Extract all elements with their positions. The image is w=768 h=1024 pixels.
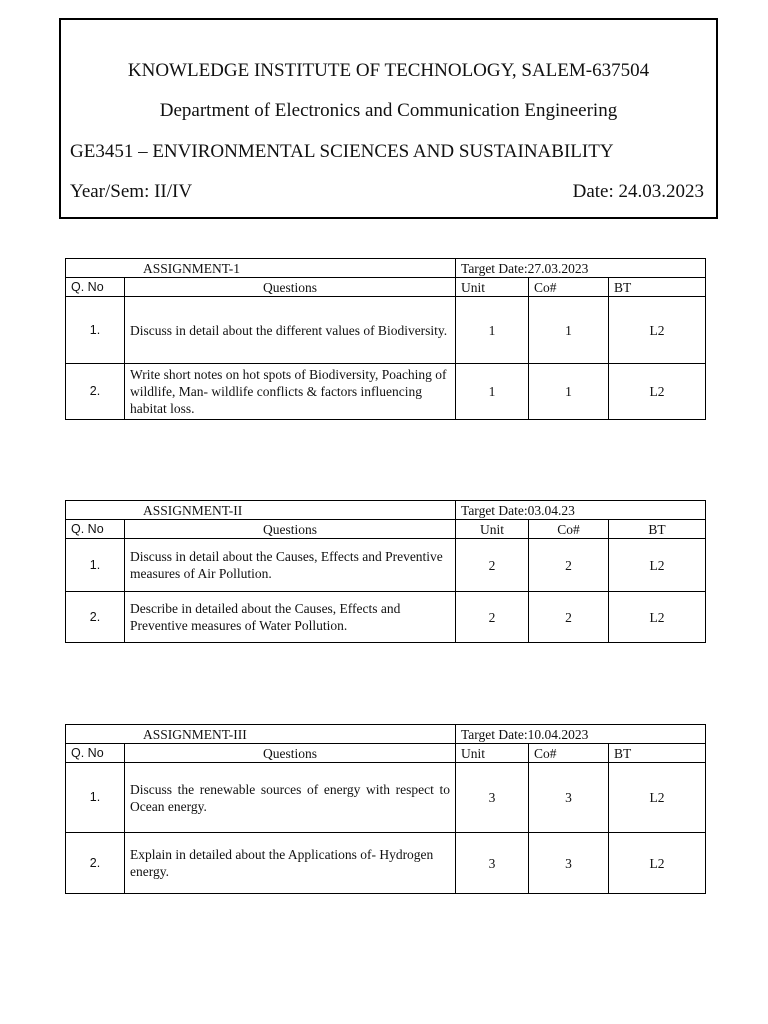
unit-value: 1 (456, 297, 529, 364)
table-row (66, 364, 706, 420)
question-number: 1. (66, 297, 125, 364)
col-header-co: Co# (529, 278, 609, 297)
co-value: 1 (529, 297, 609, 364)
column-header-row (66, 744, 706, 763)
col-header-unit: Unit (456, 744, 529, 763)
assignment-title-row (66, 259, 706, 278)
col-header-questions: Questions (125, 520, 456, 539)
question-text: Explain in detailed about the Applications of- Hydrogen energy. (125, 833, 456, 894)
co-value: 2 (529, 592, 609, 643)
bt-value: L2 (609, 297, 706, 364)
question-number: 1. (66, 763, 125, 833)
question-number: 2. (66, 364, 125, 420)
institute-name: KNOWLEDGE INSTITUTE OF TECHNOLOGY, SALEM-637504 (127, 60, 650, 81)
bt-value: L2 (609, 833, 706, 894)
year-semester: Year/Sem: II/IV (70, 181, 193, 202)
unit-value: 3 (456, 763, 529, 833)
bt-value: L2 (609, 364, 706, 420)
assignment-table-3 (65, 724, 706, 894)
col-header-questions: Questions (125, 744, 456, 763)
col-header-bt: BT (609, 744, 706, 763)
question-number: 2. (66, 592, 125, 643)
unit-value: 2 (456, 539, 529, 592)
unit-value: 3 (456, 833, 529, 894)
assignment-title: ASSIGNMENT-1 (66, 259, 456, 278)
col-header-bt: BT (609, 520, 706, 539)
col-header-unit: Unit (456, 278, 529, 297)
target-date: Target Date:27.03.2023 (456, 259, 706, 278)
unit-value: 1 (456, 364, 529, 420)
target-date: Target Date:03.04.23 (456, 501, 706, 520)
co-value: 3 (529, 833, 609, 894)
table-row (66, 833, 706, 894)
column-header-row (66, 278, 706, 297)
question-text: Discuss in detail about the Causes, Effects and Preventive measures of Air Pollution. (125, 539, 456, 592)
column-header-row (66, 520, 706, 539)
col-header-qno: Q. No (66, 520, 125, 539)
assignment-title: ASSIGNMENT-II (66, 501, 456, 520)
col-header-co: Co# (529, 744, 609, 763)
col-header-qno: Q. No (66, 744, 125, 763)
question-text: Discuss in detail about the different values of Biodiversity. (125, 297, 456, 364)
co-value: 1 (529, 364, 609, 420)
question-number: 2. (66, 833, 125, 894)
course-title: GE3451 – ENVIRONMENTAL SCIENCES AND SUSTAINABILITY (70, 141, 614, 162)
question-text: Write short notes on hot spots of Biodiversity, Poaching of wildlife, Man- wildlife conflicts & factors influencing habitat loss. (125, 364, 456, 420)
table-row (66, 297, 706, 364)
assignment-title-row (66, 725, 706, 744)
assignment-title-row (66, 501, 706, 520)
co-value: 3 (529, 763, 609, 833)
col-header-co: Co# (529, 520, 609, 539)
bt-value: L2 (609, 592, 706, 643)
assignment-table-1 (65, 258, 706, 420)
assignment-title: ASSIGNMENT-III (66, 725, 456, 744)
table-row (66, 763, 706, 833)
unit-value: 2 (456, 592, 529, 643)
question-number: 1. (66, 539, 125, 592)
assignment-table-2 (65, 500, 706, 643)
bt-value: L2 (609, 539, 706, 592)
question-text: Discuss the renewable sources of energy with respect to Ocean energy. (125, 763, 456, 833)
col-header-unit: Unit (456, 520, 529, 539)
co-value: 2 (529, 539, 609, 592)
col-header-questions: Questions (125, 278, 456, 297)
col-header-bt: BT (609, 278, 706, 297)
table-row (66, 539, 706, 592)
col-header-qno: Q. No (66, 278, 125, 297)
question-text: Describe in detailed about the Causes, Effects and Preventive measures of Water Pollution. (125, 592, 456, 643)
table-row (66, 592, 706, 643)
target-date: Target Date:10.04.2023 (456, 725, 706, 744)
document-header (59, 18, 718, 219)
bt-value: L2 (609, 763, 706, 833)
department-name: Department of Electronics and Communication Engineering (159, 100, 618, 121)
issue-date: Date: 24.03.2023 (572, 181, 704, 202)
